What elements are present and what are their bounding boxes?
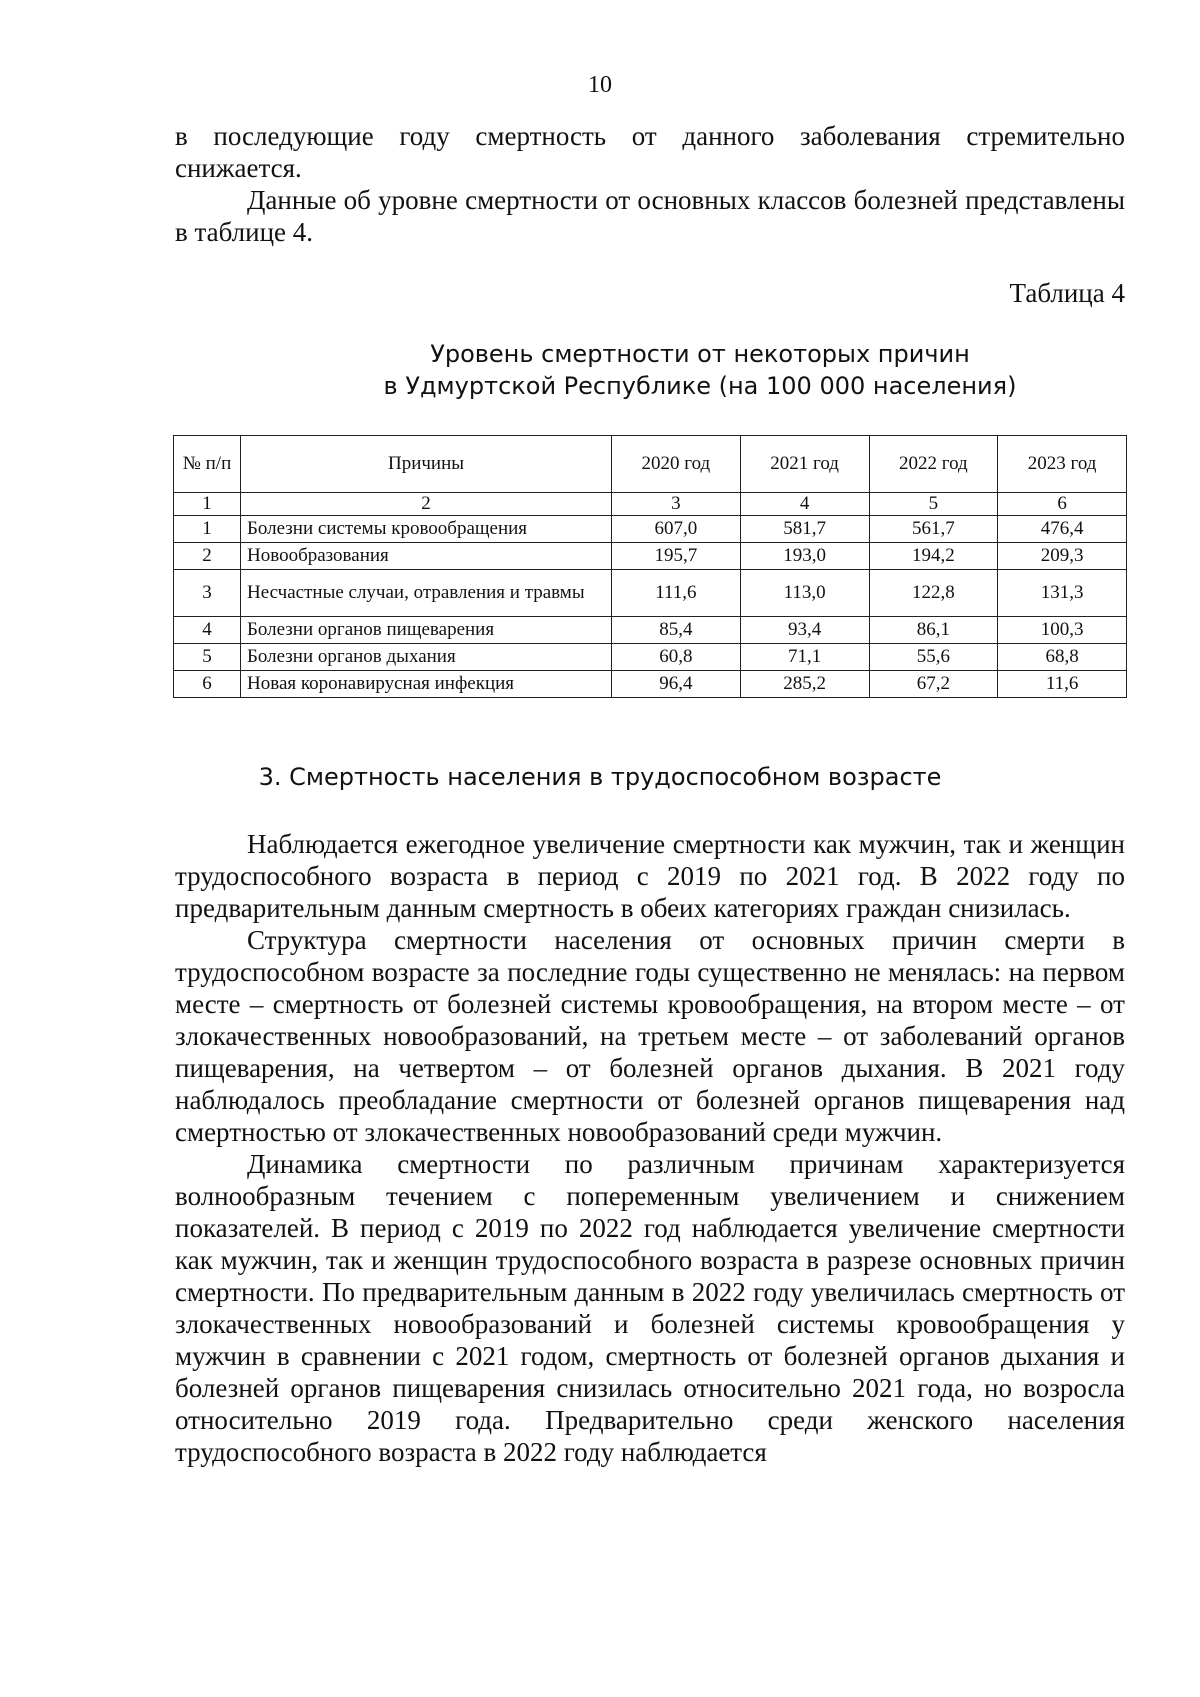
row-2020: 195,7 xyxy=(612,543,741,570)
row-2021: 285,2 xyxy=(740,671,869,698)
row-2021: 193,0 xyxy=(740,543,869,570)
intro-paragraph-1: в последующие году смертность от данного заболевания стремительно снижается. xyxy=(175,121,1125,183)
row-2022: 55,6 xyxy=(869,644,998,671)
intro-paragraph-2: Данные об уровне смертности от основных классов болезней представлены в таблице 4. xyxy=(175,185,1125,247)
row-2023: 68,8 xyxy=(998,644,1127,671)
table-row xyxy=(174,570,1127,617)
row-cause: Болезни системы кровообращения xyxy=(241,516,612,543)
row-2022: 194,2 xyxy=(869,543,998,570)
column-number: 1 xyxy=(174,493,241,516)
table-title-line-1: Уровень смертности от некоторых причин xyxy=(430,340,970,368)
table-row xyxy=(174,543,1127,570)
table-row xyxy=(174,671,1127,698)
row-cause: Несчастные случаи, отравления и травмы xyxy=(241,570,612,617)
column-number: 3 xyxy=(612,493,741,516)
header-2020: 2020 год xyxy=(612,436,741,493)
table-row xyxy=(174,617,1127,644)
row-2020: 85,4 xyxy=(612,617,741,644)
table-row xyxy=(174,644,1127,671)
intro-text xyxy=(175,120,1125,248)
row-cause: Новая коронавирусная инфекция xyxy=(241,671,612,698)
row-num: 6 xyxy=(174,671,241,698)
row-cause: Болезни органов пищеварения xyxy=(241,617,612,644)
header-2023: 2023 год xyxy=(998,436,1127,493)
row-2023: 209,3 xyxy=(998,543,1127,570)
column-number: 6 xyxy=(998,493,1127,516)
row-2023: 476,4 xyxy=(998,516,1127,543)
row-cause: Новообразования xyxy=(241,543,612,570)
section-paragraph-1: Наблюдается ежегодное увеличение смертности как мужчин, так и женщин трудоспособного возраста в период с 2019 по 2021 год. В 2022 году по предварительным данным смертность в обеих категориях граждан снизилась. xyxy=(175,829,1125,923)
section-paragraph-3: Динамика смертности по различным причинам характеризуется волнообразным течением с попеременным увеличением и снижением показателей. В период с 2019 по 2022 год наблюдается увеличение смертности как мужчин, так и женщин трудоспособного возраста в разрезе основных причин смертности. По предварительным данным в 2022 году увеличилась смертность от злокачественных новообразований и болезней системы кровообращения у мужчин в сравнении с 2021 годом, смертность от болезней органов дыхания и болезней органов пищеварения снизилась относительно 2021 года, но возросла относительно 2019 года. Предварительно среди женского населения трудоспособного возраста в 2022 году наблюдается xyxy=(175,1149,1125,1467)
table-column-number-row xyxy=(174,493,1127,516)
header-2021: 2021 год xyxy=(740,436,869,493)
row-2023: 11,6 xyxy=(998,671,1127,698)
row-2022: 561,7 xyxy=(869,516,998,543)
column-number: 2 xyxy=(241,493,612,516)
row-2020: 96,4 xyxy=(612,671,741,698)
row-num: 5 xyxy=(174,644,241,671)
row-num: 2 xyxy=(174,543,241,570)
column-number: 4 xyxy=(740,493,869,516)
table-label: Таблица 4 xyxy=(1009,278,1125,308)
row-2021: 93,4 xyxy=(740,617,869,644)
row-2021: 113,0 xyxy=(740,570,869,617)
row-2021: 71,1 xyxy=(740,644,869,671)
row-cause: Болезни органов дыхания xyxy=(241,644,612,671)
section-paragraph-2: Структура смертности населения от основных причин смерти в трудоспособном возрасте за последние годы существенно не менялась: на первом месте – смертность от болезней системы кровообращения, на втором месте – от злокачественных новообразований, на третьем месте – от заболеваний органов пищеварения, на четвертом – от болезней органов дыхания. В 2021 году наблюдалось преобладание смертности от болезней органов пищеварения над смертностью от злокачественных новообразований среди мужчин. xyxy=(175,925,1125,1147)
row-2022: 86,1 xyxy=(869,617,998,644)
row-num: 1 xyxy=(174,516,241,543)
row-2022: 122,8 xyxy=(869,570,998,617)
table-row xyxy=(174,516,1127,543)
row-2020: 60,8 xyxy=(612,644,741,671)
mortality-table xyxy=(173,435,1127,698)
row-2023: 100,3 xyxy=(998,617,1127,644)
table-title xyxy=(250,338,1150,402)
table-header-row xyxy=(174,436,1127,493)
table-title-line-2: в Удмуртской Республике (на 100 000 населения) xyxy=(383,372,1017,400)
row-2021: 581,7 xyxy=(740,516,869,543)
row-2023: 131,3 xyxy=(998,570,1127,617)
header-cause: Причины xyxy=(241,436,612,493)
page-number: 10 xyxy=(588,72,612,98)
row-num: 3 xyxy=(174,570,241,617)
header-num: № п/п xyxy=(174,436,241,493)
column-number: 5 xyxy=(869,493,998,516)
row-2020: 607,0 xyxy=(612,516,741,543)
row-num: 4 xyxy=(174,617,241,644)
section-heading: 3. Смертность населения в трудоспособном возрасте xyxy=(258,763,942,791)
header-2022: 2022 год xyxy=(869,436,998,493)
row-2020: 111,6 xyxy=(612,570,741,617)
section-body xyxy=(175,828,1125,1468)
row-2022: 67,2 xyxy=(869,671,998,698)
